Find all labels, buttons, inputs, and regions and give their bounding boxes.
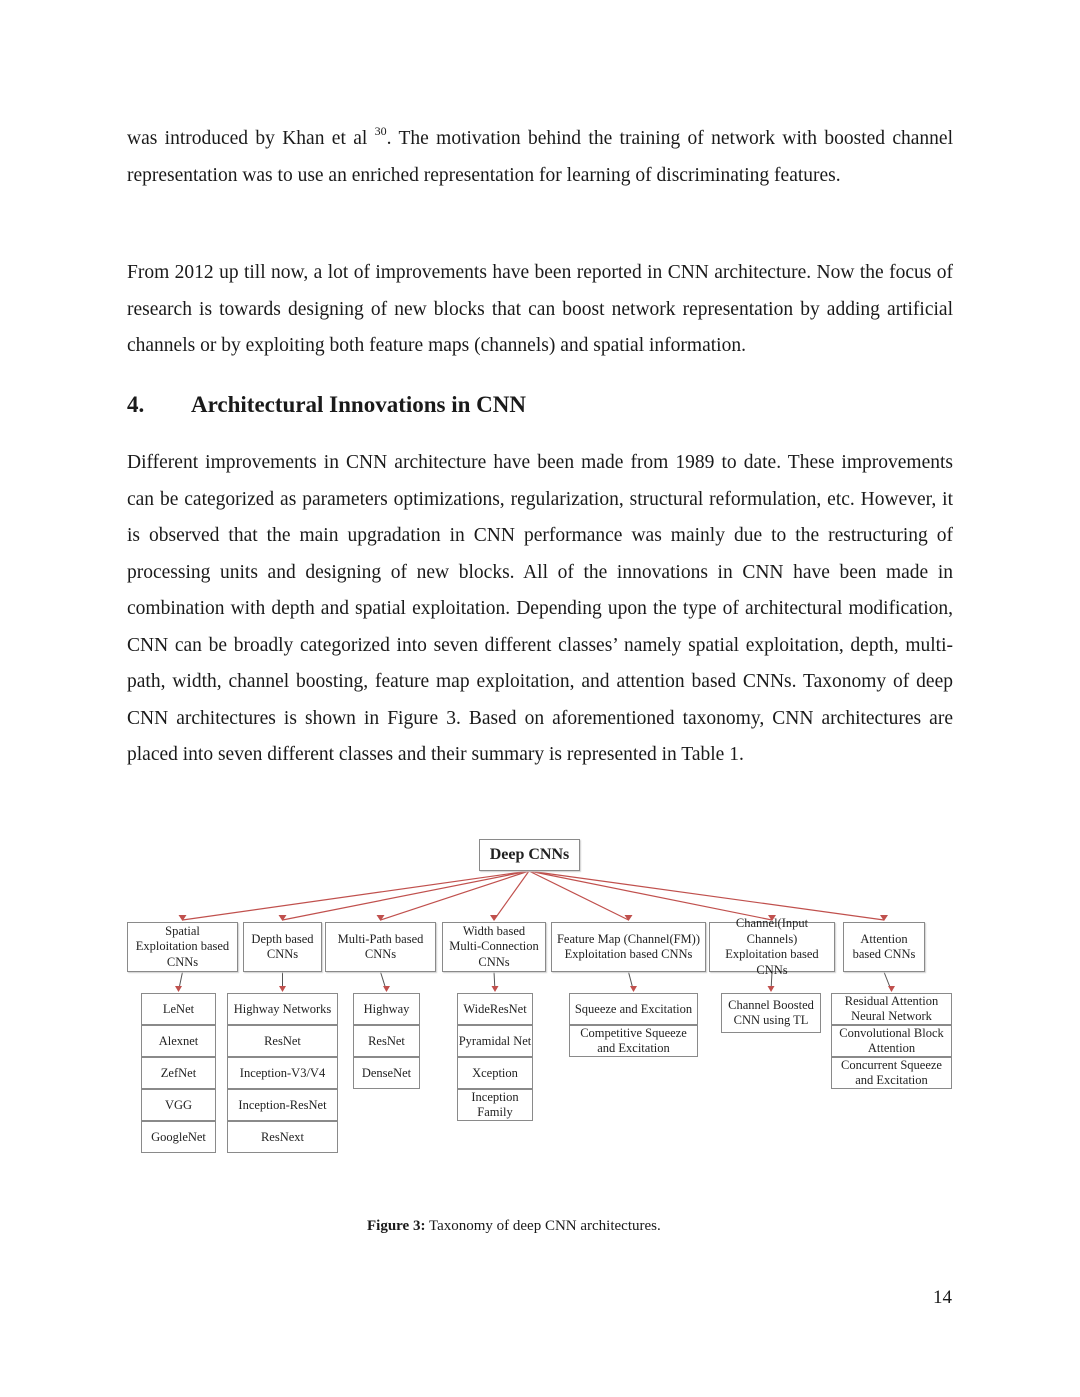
category-label-line: Multi-Path based	[337, 931, 424, 946]
arrowhead-icon	[279, 986, 286, 992]
category-label-line: CNNs	[756, 962, 788, 977]
architecture-item: VGG	[141, 1089, 216, 1121]
arrowhead-icon	[175, 986, 182, 992]
architecture-item: Inception-V3/V4	[227, 1057, 338, 1089]
category-node	[709, 916, 835, 977]
category-label-line: Channel(Input Channels)	[735, 916, 809, 946]
architecture-item: Channel Boosted CNN using TL	[721, 993, 821, 1033]
architecture-item: ResNet	[227, 1025, 338, 1057]
architecture-item: Alexnet	[141, 1025, 216, 1057]
arrowhead-icon	[888, 986, 895, 992]
arrowhead-icon	[768, 986, 775, 992]
architecture-item: Residual Attention Neural Network	[831, 993, 952, 1025]
architecture-item: Pyramidal Net	[457, 1025, 533, 1057]
category-label-line: Width based	[462, 923, 526, 938]
category-label-line: Exploitation based CNNs	[564, 947, 693, 961]
architecture-item: WideResNet	[457, 993, 533, 1025]
category-node	[551, 922, 706, 972]
architecture-item: ZefNet	[141, 1057, 216, 1089]
figure-caption-text: Taxonomy of deep CNN architectures.	[425, 1218, 661, 1234]
paragraph-text: . The motivation behind the training of network with boosted channel representation was to use an enriched representation for learning of discriminating features.	[127, 128, 954, 186]
architecture-item: Inception-ResNet	[227, 1089, 338, 1121]
architecture-item: LeNet	[141, 993, 216, 1025]
connector-line	[183, 871, 530, 920]
section-number: 4.	[127, 392, 145, 417]
page-number: 14	[933, 1287, 952, 1308]
category-label-line: Exploitation based	[135, 939, 230, 954]
category-label-line: CNNs	[266, 947, 299, 961]
category-node	[325, 922, 436, 972]
root-node-deep-cnns: Deep CNNs	[479, 839, 580, 871]
arrowhead-icon	[492, 986, 499, 992]
arrowhead-icon	[490, 915, 498, 921]
category-label-line: Depth based	[251, 931, 314, 946]
category-label-line: Multi-Connection	[449, 939, 539, 954]
category-node	[843, 922, 925, 972]
paragraph-architectural-innovations: Different improvements in CNN architecture have been made from 1989 to date. These improvements can be categorized as parameters optimizations, regularization, structural reformulation, etc. However, it is observed that the main upgradation in CNN performance was mainly due to the restructuring of processing units and designing of new blocks. All of the innovations in CNN have been made in combination with depth and spatial exploitation. Depending upon the type of architectural modification, CNN can be broadly categorized into seven different classes’ namely spatial exploitation, depth, multi-path, width, channel boosting, feature map exploitation, and attention based CNNs. Taxonomy of deep CNN architectures is shown in Figure 3. Based on aforementioned taxonomy, CNN architectures are placed into seven different classes and their summary is represented in Table 1.	[127, 452, 953, 765]
category-label-line: Feature Map (Channel(FM))	[556, 931, 701, 946]
architecture-item: Xception	[457, 1057, 533, 1089]
architecture-item: GoogleNet	[141, 1121, 216, 1153]
arrowhead-icon	[383, 986, 390, 992]
architecture-item: ResNext	[227, 1121, 338, 1153]
connector-line	[529, 871, 772, 920]
category-label-line: CNNs	[364, 947, 397, 961]
category-label-line: Spatial	[165, 923, 200, 938]
category-node	[127, 922, 238, 972]
paragraph-text: was introduced by Khan et al	[127, 128, 375, 149]
category-label-line: CNNs	[166, 954, 199, 969]
section-title: Architectural Innovations in CNN	[191, 392, 527, 417]
category-label-line: Attention	[860, 931, 908, 946]
architecture-item: Concurrent Squeeze and Excitation	[831, 1057, 952, 1089]
category-label-line: CNNs	[478, 954, 510, 969]
architecture-item: Convolutional Block Attention	[831, 1025, 952, 1057]
category-node	[243, 922, 322, 972]
citation-superscript[interactable]: 30	[374, 124, 387, 138]
category-node	[442, 922, 546, 972]
architecture-item: Inception Family	[457, 1089, 533, 1121]
connector-line	[283, 871, 530, 920]
arrowhead-icon	[630, 986, 637, 992]
figure-caption	[367, 1218, 661, 1235]
architecture-item: DenseNet	[353, 1057, 420, 1089]
category-label-line: based CNNs	[852, 947, 916, 961]
paragraph-improvements: From 2012 up till now, a lot of improvements have been reported in CNN architecture. Now the focus of research is towards designing of new blocks that can boost network representation by adding artificial channels or by exploiting both feature maps (channels) and spatial information.	[127, 262, 953, 356]
architecture-item: Highway	[353, 993, 420, 1025]
architecture-item: Competitive Squeeze and Excitation	[569, 1025, 698, 1057]
arrowhead-icon	[377, 915, 385, 921]
architecture-item: Highway Networks	[227, 993, 338, 1025]
arrowhead-icon	[279, 915, 287, 921]
connector-line	[494, 871, 529, 920]
connector-line	[529, 871, 884, 920]
figure-caption-label: Figure 3:	[367, 1218, 426, 1234]
architecture-item: Squeeze and Excitation	[569, 993, 698, 1025]
architecture-item: ResNet	[353, 1025, 420, 1057]
category-label-line: Exploitation based	[725, 947, 819, 961]
